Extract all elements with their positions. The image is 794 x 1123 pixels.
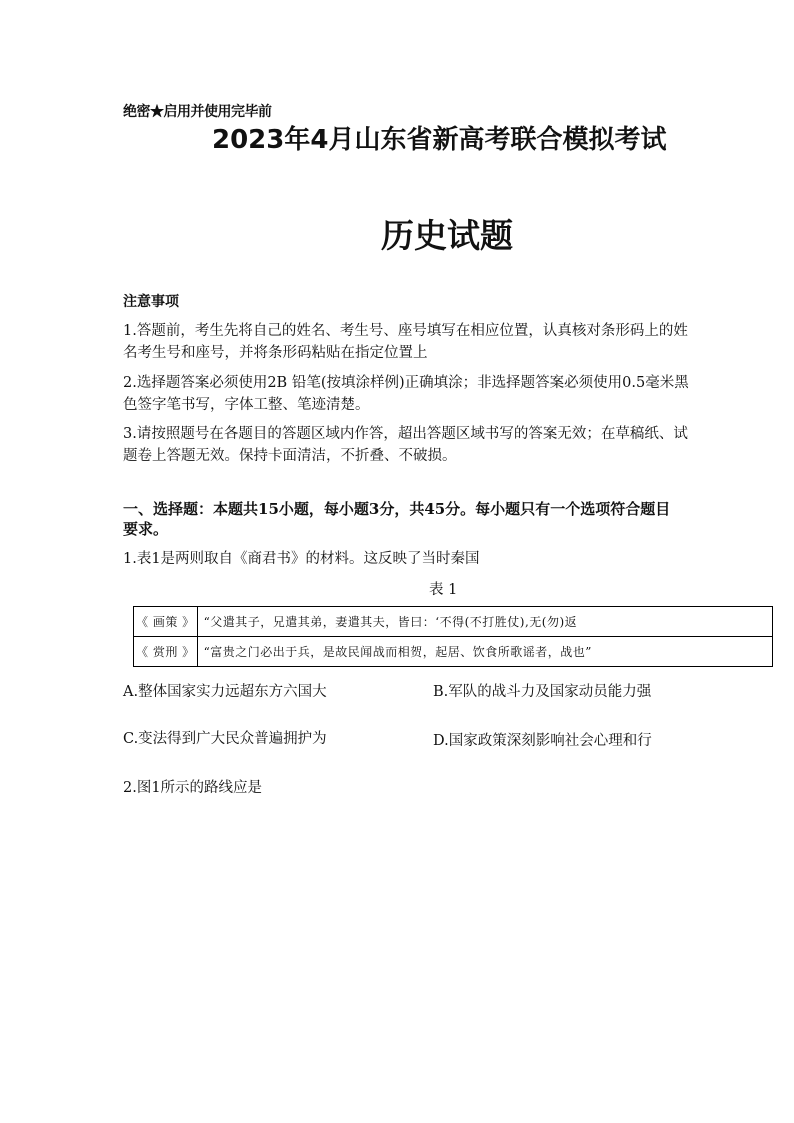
option-a: A.整体国家实力远超东方六国大 (123, 684, 327, 700)
option-c: C.变法得到广大民众普遍拥护为 (123, 731, 327, 747)
option-d: D.国家政策深刻影响社会心理和行 (433, 733, 652, 749)
table-caption: 表 1 (429, 582, 458, 598)
table-row (134, 637, 773, 667)
notice-item-1: 1.答题前，考生先将自己的姓名、考生号、座号填写在相应位置，认真核对条形码上的姓名考生号和座号，并将条形码粘贴在指定位置上 (123, 323, 688, 361)
notice-heading: 注意事项 (123, 294, 179, 310)
notice-item-3: 3.请按照题号在各题目的答题区域内作答，超出答题区域书写的答案无效；在草稿纸、试题卷上答题无效。保持卡面清洁，不折叠、不破损。 (123, 426, 688, 464)
exam-title: 2023年4月山东省新高考联合模拟考试 (212, 125, 667, 155)
table-cell-source: 《 赏刑 》 (134, 637, 198, 667)
table-cell-source: 《 画策 》 (134, 607, 198, 637)
notice-item-2: 2.选择题答案必须使用2B 铅笔(按填涂样例)正确填涂；非选择题答案必须使用0.5毫米黑色签字笔书写，字体工整、笔迹清楚。 (123, 375, 689, 413)
question-1-stem: 1.表1是两则取自《商君书》的材料。这反映了当时秦国 (123, 551, 480, 567)
question-2-stem: 2.图1所示的路线应是 (123, 780, 263, 796)
option-b: B.军队的战斗力及国家动员能力强 (433, 684, 652, 700)
table-cell-quote: “父遣其子，兄遣其弟，妻遣其夫，皆曰：‘不得(不打胜仗),无(勿)返 (197, 607, 772, 637)
table-row (134, 607, 773, 637)
subject-title: 历史试题 (381, 216, 513, 255)
material-table (133, 606, 773, 667)
table-cell-quote: “富贵之门必出于兵，是故民闻战而相贺，起居、饮食所歌谣者，战也” (197, 637, 772, 667)
section-heading: 一、选择题：本题共15小题，每小题3分，共45分。每小题只有一个选项符合题目要求。 (123, 500, 671, 538)
confidential-mark: 绝密★启用并使用完毕前 (123, 104, 272, 120)
